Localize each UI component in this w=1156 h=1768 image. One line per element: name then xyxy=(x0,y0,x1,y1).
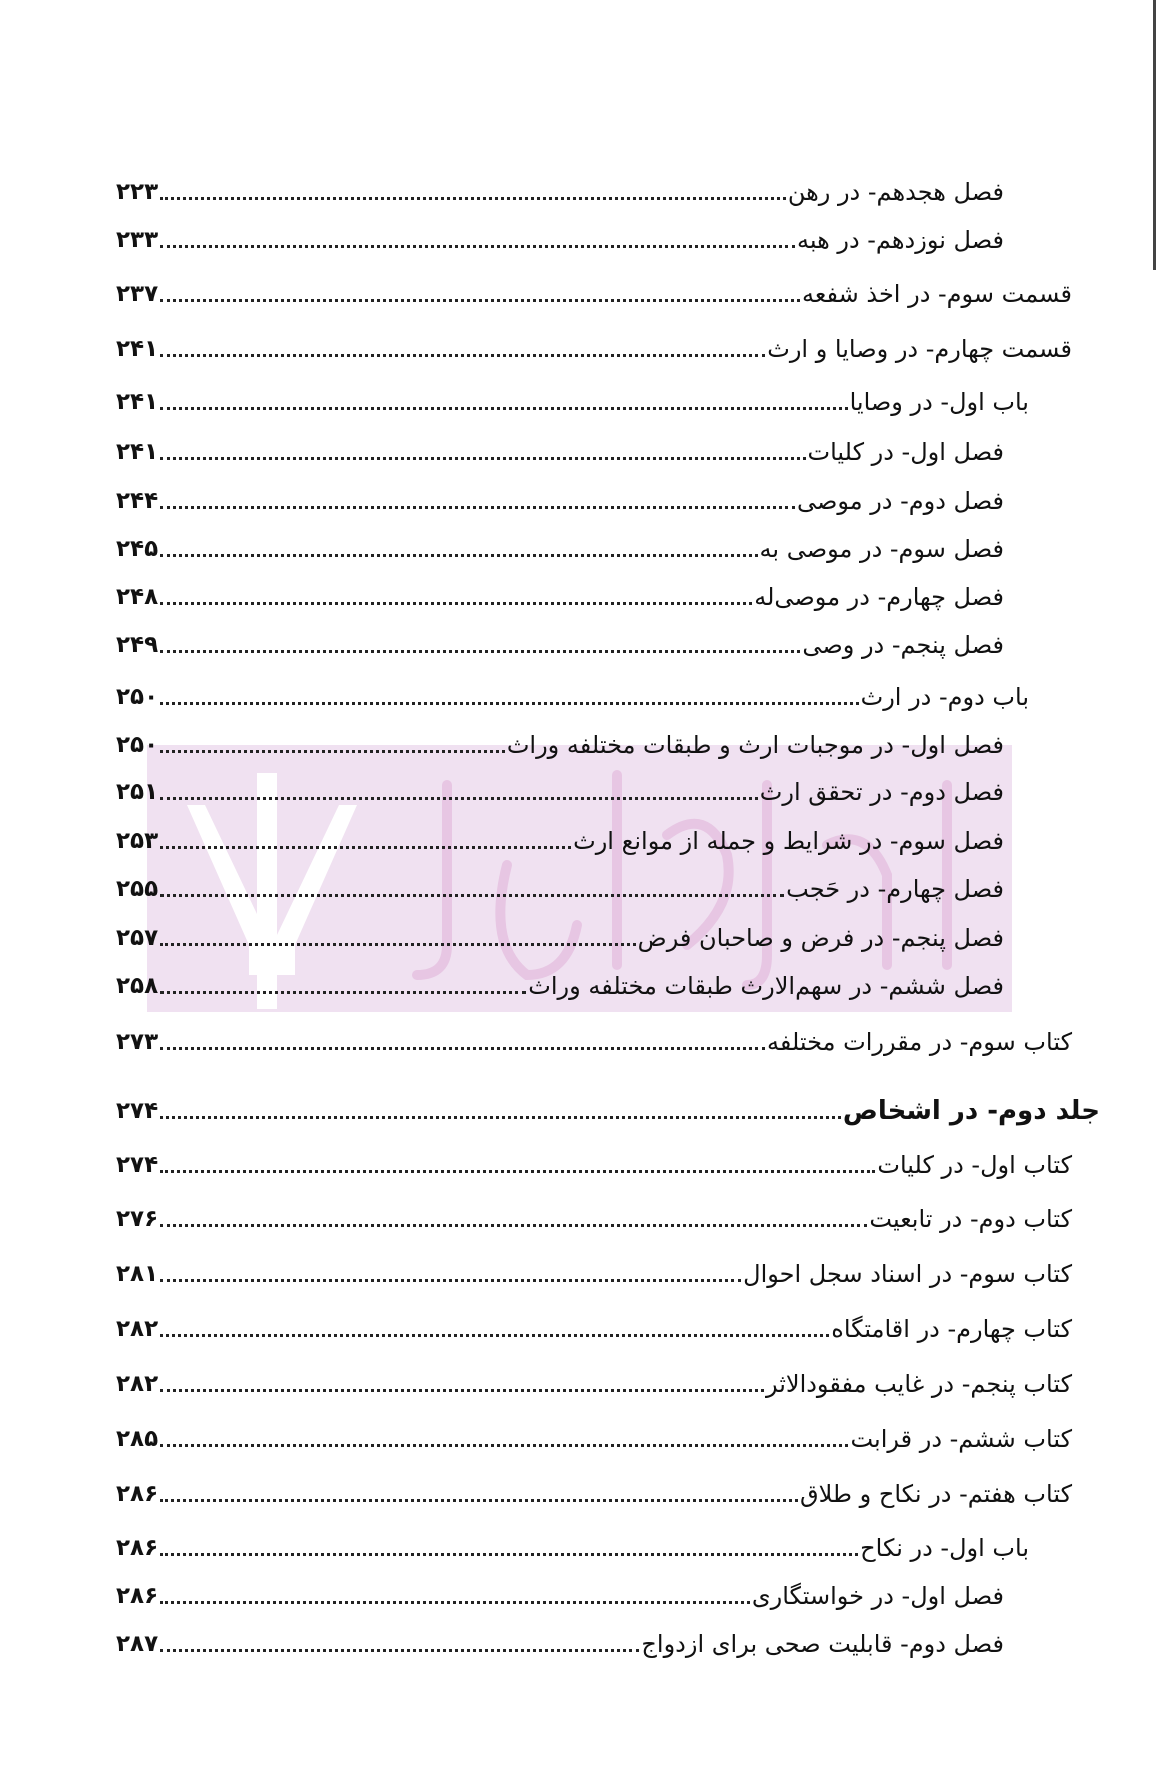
page-number: ۲۵۵ xyxy=(116,876,159,902)
page-number: ۲۷۳ xyxy=(116,1029,159,1055)
entry-title: فصل اول- در خواستگاری xyxy=(751,1582,1004,1610)
dot-leader xyxy=(160,1334,829,1337)
toc-entry xyxy=(116,269,1072,309)
toc-entry xyxy=(116,816,1004,856)
page-number: ۲۴۱ xyxy=(116,439,159,465)
entry-title: کتاب پنجم- در غایب مفقودالاثر xyxy=(765,1370,1072,1398)
page-number: ۲۵۱ xyxy=(116,779,159,805)
toc-entry xyxy=(116,167,1004,207)
entry-title: فصل هجدهم- در رهن xyxy=(787,178,1004,206)
entry-title: فصل دوم- در تحقق ارث xyxy=(759,778,1004,806)
page-number: ۲۸۶ xyxy=(116,1535,159,1561)
page-number: ۲۸۷ xyxy=(116,1631,159,1657)
toc-entry xyxy=(116,1249,1072,1289)
dot-leader xyxy=(160,197,786,200)
entry-title: باب اول- در وصایا xyxy=(849,388,1029,416)
entry-title: فصل دوم- قابلیت صحی برای ازدواج xyxy=(641,1630,1004,1658)
toc-entry xyxy=(116,672,1029,712)
entry-title: کتاب اول- در کلیات xyxy=(877,1151,1072,1179)
dot-leader xyxy=(160,1444,848,1447)
page-number: ۲۸۵ xyxy=(116,1426,159,1452)
page-number: ۲۳۳ xyxy=(116,227,159,253)
page-number: ۲۴۹ xyxy=(116,632,159,658)
dot-leader xyxy=(160,407,847,410)
dot-leader xyxy=(160,1170,875,1173)
toc-entry xyxy=(116,324,1072,364)
dot-leader xyxy=(160,702,858,705)
dot-leader xyxy=(160,1116,841,1119)
dot-leader xyxy=(160,457,805,460)
dot-leader xyxy=(160,991,526,994)
dot-leader xyxy=(160,506,795,509)
toc-entry xyxy=(116,377,1029,417)
page-number: ۲۴۵ xyxy=(116,536,159,562)
entry-title: کتاب چهارم- در اقامتگاه xyxy=(831,1315,1072,1343)
entry-title: جلد دوم- در اشخاص xyxy=(842,1096,1100,1126)
toc-entry xyxy=(116,767,1004,807)
entry-title: فصل اول- در کلیات xyxy=(807,438,1004,466)
page-number: ۲۴۸ xyxy=(116,584,159,610)
dot-leader xyxy=(160,1279,741,1282)
entry-title: فصل اول- در موجبات ارث و طبقات مختلفه وراث xyxy=(506,731,1004,759)
entry-title: فصل پنجم- در فرض و صاحبان فرض xyxy=(637,924,1004,952)
dot-leader xyxy=(160,1389,764,1392)
entry-title: فصل ششم- در سهم‌الارث طبقات مختلفه وراث xyxy=(528,972,1004,1000)
toc-entry xyxy=(116,1017,1072,1057)
page-number: ۲۵۸ xyxy=(116,973,159,999)
page-number: ۲۵۳ xyxy=(116,828,159,854)
toc-entry xyxy=(116,1571,1004,1611)
entry-title: قسمت چهارم- در وصایا و ارث xyxy=(767,335,1072,363)
page-number: ۲۵۰ xyxy=(116,684,159,710)
entry-title: فصل پنجم- در وصی xyxy=(802,631,1004,659)
page-number: ۲۷۴ xyxy=(116,1098,159,1124)
toc-entry xyxy=(116,864,1004,904)
dot-leader xyxy=(160,1601,750,1604)
entry-title: قسمت سوم- در اخذ شفعه xyxy=(802,280,1072,308)
dot-leader xyxy=(160,299,800,302)
page-number: ۲۸۲ xyxy=(116,1316,159,1342)
page-number: ۲۲۳ xyxy=(116,179,159,205)
entry-title: کتاب سوم- در اسناد سجل احوال xyxy=(743,1260,1072,1288)
entry-title: کتاب دوم- در تابعیت xyxy=(869,1205,1072,1233)
dot-leader xyxy=(160,1047,765,1050)
page-number: ۲۸۶ xyxy=(116,1583,159,1609)
toc-entry xyxy=(116,427,1004,467)
entry-title: باب اول- در نکاح xyxy=(860,1534,1029,1562)
dot-leader xyxy=(160,750,505,753)
toc-entry xyxy=(116,1414,1072,1454)
page-number: ۲۸۲ xyxy=(116,1371,159,1397)
toc-entry xyxy=(116,1523,1029,1563)
dot-leader xyxy=(160,1224,867,1227)
dot-leader xyxy=(160,1499,798,1502)
toc-entry xyxy=(116,1194,1072,1234)
toc-entry xyxy=(116,1619,1004,1659)
entry-title: فصل دوم- در موصی xyxy=(796,487,1004,515)
dot-leader xyxy=(160,245,795,248)
toc-entry xyxy=(116,1140,1072,1180)
page-number: ۲۴۴ xyxy=(116,488,159,514)
dot-leader xyxy=(160,650,800,653)
page-number: ۲۴۱ xyxy=(116,389,159,415)
page-number: ۲۳۷ xyxy=(116,281,159,307)
toc-entry xyxy=(116,215,1004,255)
entry-title: فصل سوم- در شرایط و جمله از موانع ارث xyxy=(573,827,1004,855)
toc-entry xyxy=(116,1304,1072,1344)
toc-heading xyxy=(116,1086,1100,1126)
toc-entry xyxy=(116,1359,1072,1399)
dot-leader xyxy=(160,943,636,946)
entry-title: کتاب هفتم- در نکاح و طلاق xyxy=(799,1480,1072,1508)
entry-title: فصل چهارم- در موصی‌له xyxy=(754,583,1004,611)
dot-leader xyxy=(160,894,784,897)
toc-entry xyxy=(116,524,1004,564)
page-number: ۲۴۱ xyxy=(116,336,159,362)
entry-title: کتاب سوم- در مقررات مختلفه xyxy=(766,1028,1072,1056)
toc-entry xyxy=(116,476,1004,516)
page-number: ۲۸۱ xyxy=(116,1261,159,1287)
toc-entry xyxy=(116,572,1004,612)
page-number: ۲۸۶ xyxy=(116,1481,159,1507)
toc-entry xyxy=(116,961,1004,1001)
toc-entry xyxy=(116,720,1004,760)
toc-entry xyxy=(116,1469,1072,1509)
dot-leader xyxy=(160,1553,858,1556)
dot-leader xyxy=(160,602,752,605)
dot-leader xyxy=(160,797,758,800)
toc-entry xyxy=(116,620,1004,660)
page-number: ۲۵۰ xyxy=(116,732,159,758)
entry-title: فصل سوم- در موصی به xyxy=(759,535,1004,563)
entry-title: فصل چهارم- در حَجب xyxy=(786,875,1004,903)
page-number: ۲۷۶ xyxy=(116,1206,159,1232)
dot-leader xyxy=(160,554,757,557)
page-number: ۲۵۷ xyxy=(116,925,159,951)
toc-entry xyxy=(116,913,1004,953)
dot-leader xyxy=(160,846,571,849)
entry-title: کتاب ششم- در قرابت xyxy=(850,1425,1072,1453)
page-number: ۲۷۴ xyxy=(116,1152,159,1178)
entry-title: فصل نوزدهم- در هبه xyxy=(796,226,1004,254)
dot-leader xyxy=(160,354,765,357)
entry-title: باب دوم- در ارث xyxy=(860,683,1029,711)
dot-leader xyxy=(160,1649,639,1652)
